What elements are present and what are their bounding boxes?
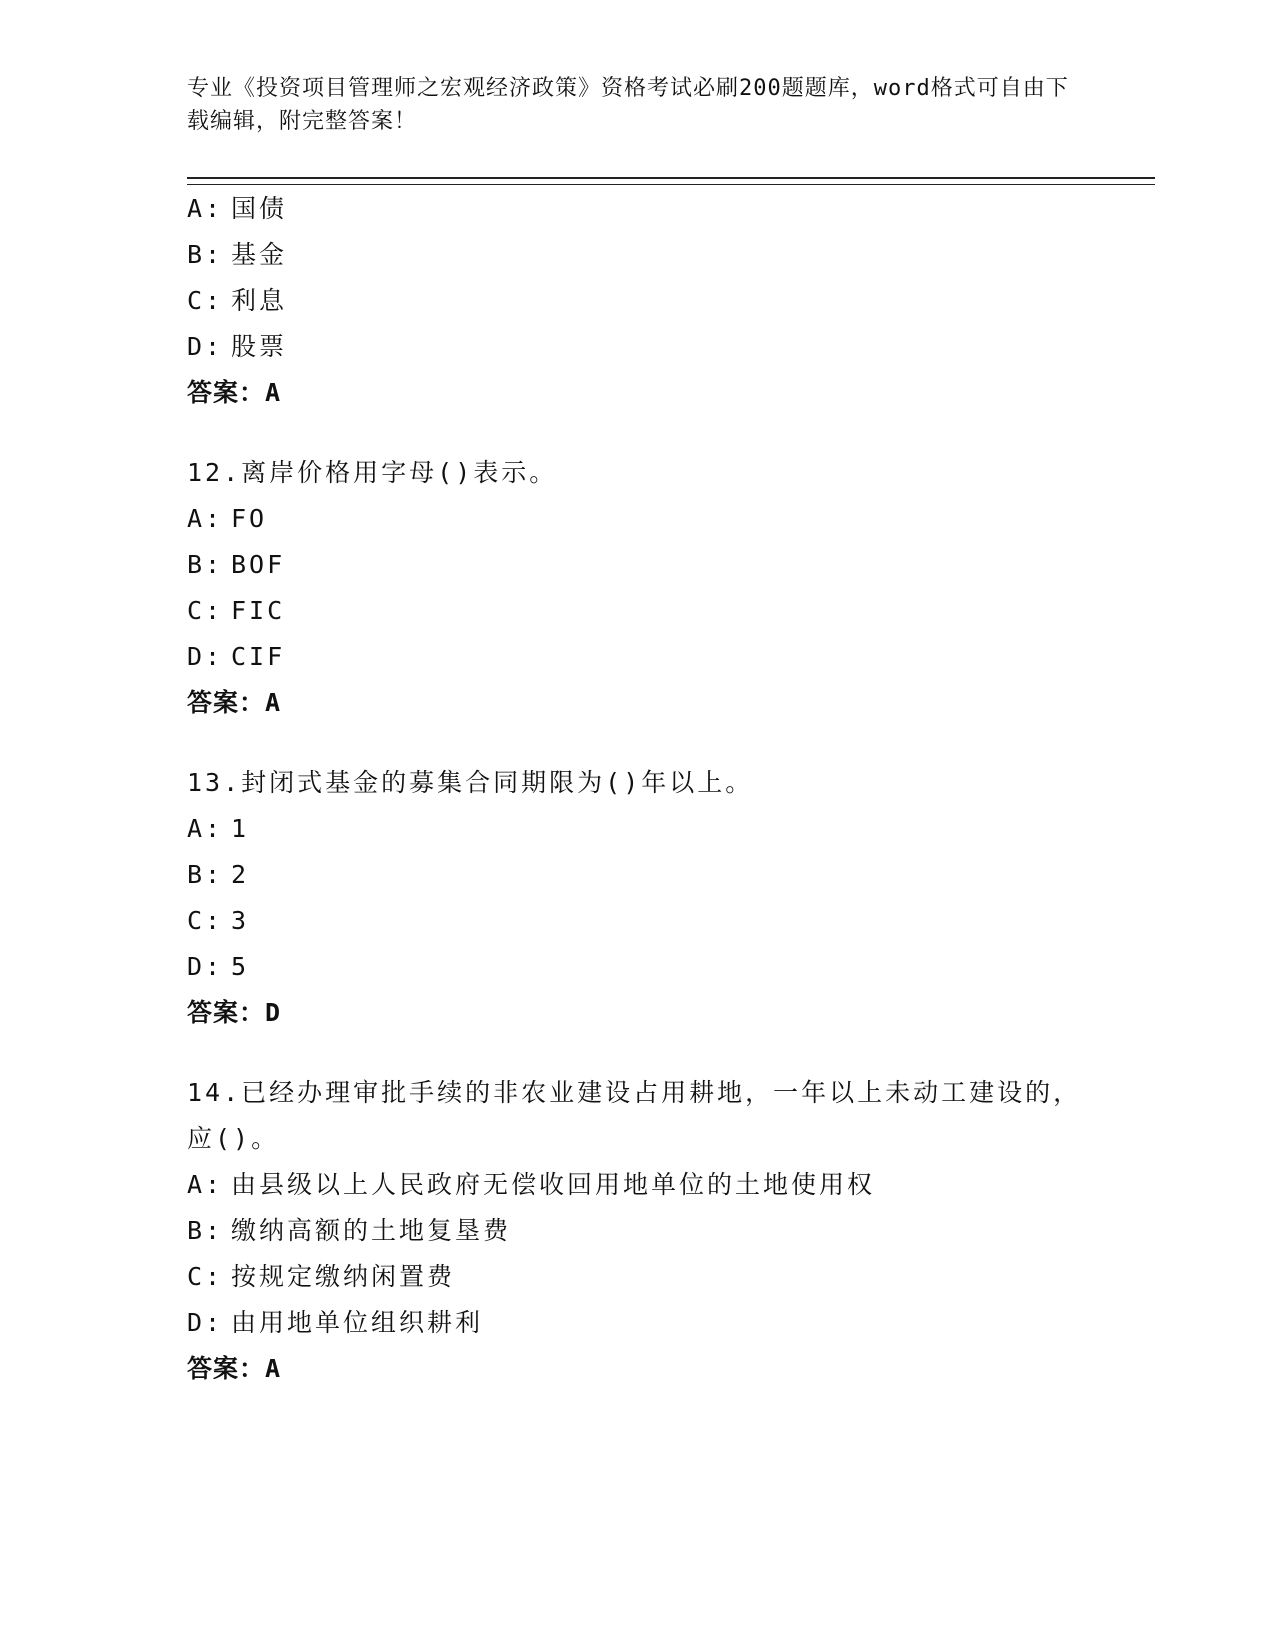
option-text: FIC bbox=[231, 596, 286, 625]
option-text: 基金 bbox=[231, 240, 288, 269]
option-letter: D: bbox=[187, 332, 224, 361]
option-a bbox=[187, 1162, 1107, 1208]
option-c bbox=[187, 278, 1107, 324]
option-a bbox=[187, 186, 1107, 232]
option-letter: B: bbox=[187, 550, 224, 579]
option-text: 3 bbox=[231, 906, 250, 935]
question-block bbox=[187, 450, 1107, 726]
option-letter: D: bbox=[187, 952, 224, 981]
question-block bbox=[187, 1070, 1107, 1392]
option-letter: A: bbox=[187, 1170, 224, 1199]
answer-line: 答案：A bbox=[187, 378, 282, 407]
option-text: 2 bbox=[231, 860, 250, 889]
question-block bbox=[187, 186, 1107, 416]
option-c bbox=[187, 1254, 1107, 1300]
option-letter: A: bbox=[187, 504, 224, 533]
option-text: 1 bbox=[231, 814, 250, 843]
option-letter: B: bbox=[187, 1216, 224, 1245]
answer-line: 答案：A bbox=[187, 688, 282, 717]
option-text: 5 bbox=[231, 952, 250, 981]
option-letter: C: bbox=[187, 286, 224, 315]
header-divider bbox=[187, 177, 1155, 185]
option-letter: A: bbox=[187, 194, 224, 223]
option-b bbox=[187, 232, 1107, 278]
option-letter: B: bbox=[187, 240, 224, 269]
option-b bbox=[187, 542, 1107, 588]
option-text: BOF bbox=[231, 550, 286, 579]
option-letter: C: bbox=[187, 596, 224, 625]
option-text: 股票 bbox=[231, 332, 288, 361]
document-title: 专业《投资项目管理师之宏观经济政策》资格考试必刷200题题库，word格式可自由下载编辑，附完整答案！ bbox=[187, 76, 1069, 134]
option-a bbox=[187, 806, 1107, 852]
option-letter: D: bbox=[187, 642, 224, 671]
option-letter: A: bbox=[187, 814, 224, 843]
answer-line: 答案：D bbox=[187, 998, 282, 1027]
option-text: 由用地单位组织耕利 bbox=[231, 1308, 484, 1337]
question-stem: 13.封闭式基金的募集合同期限为()年以上。 bbox=[187, 768, 754, 797]
option-d bbox=[187, 324, 1107, 370]
option-letter: C: bbox=[187, 906, 224, 935]
option-letter: C: bbox=[187, 1262, 224, 1291]
question-stem: 12.离岸价格用字母()表示。 bbox=[187, 458, 558, 487]
option-text: 利息 bbox=[231, 286, 288, 315]
question-list bbox=[187, 186, 1107, 1426]
option-d bbox=[187, 944, 1107, 990]
option-text: 缴纳高额的土地复垦费 bbox=[231, 1216, 512, 1245]
option-b bbox=[187, 852, 1107, 898]
option-letter: D: bbox=[187, 1308, 224, 1337]
option-letter: B: bbox=[187, 860, 224, 889]
option-d bbox=[187, 1300, 1107, 1346]
option-b bbox=[187, 1208, 1107, 1254]
option-c bbox=[187, 588, 1107, 634]
option-text: 国债 bbox=[231, 194, 288, 223]
option-text: 由县级以上人民政府无偿收回用地单位的土地使用权 bbox=[231, 1170, 876, 1199]
option-d bbox=[187, 634, 1107, 680]
option-text: CIF bbox=[231, 642, 286, 671]
option-text: FO bbox=[231, 504, 268, 533]
page-header bbox=[187, 72, 1087, 138]
question-stem: 14.已经办理审批手续的非农业建设占用耕地，一年以上未动工建设的，应()。 bbox=[187, 1078, 1082, 1153]
question-block bbox=[187, 760, 1107, 1036]
answer-line: 答案：A bbox=[187, 1354, 282, 1383]
option-text: 按规定缴纳闲置费 bbox=[231, 1262, 456, 1291]
option-a bbox=[187, 496, 1107, 542]
option-c bbox=[187, 898, 1107, 944]
